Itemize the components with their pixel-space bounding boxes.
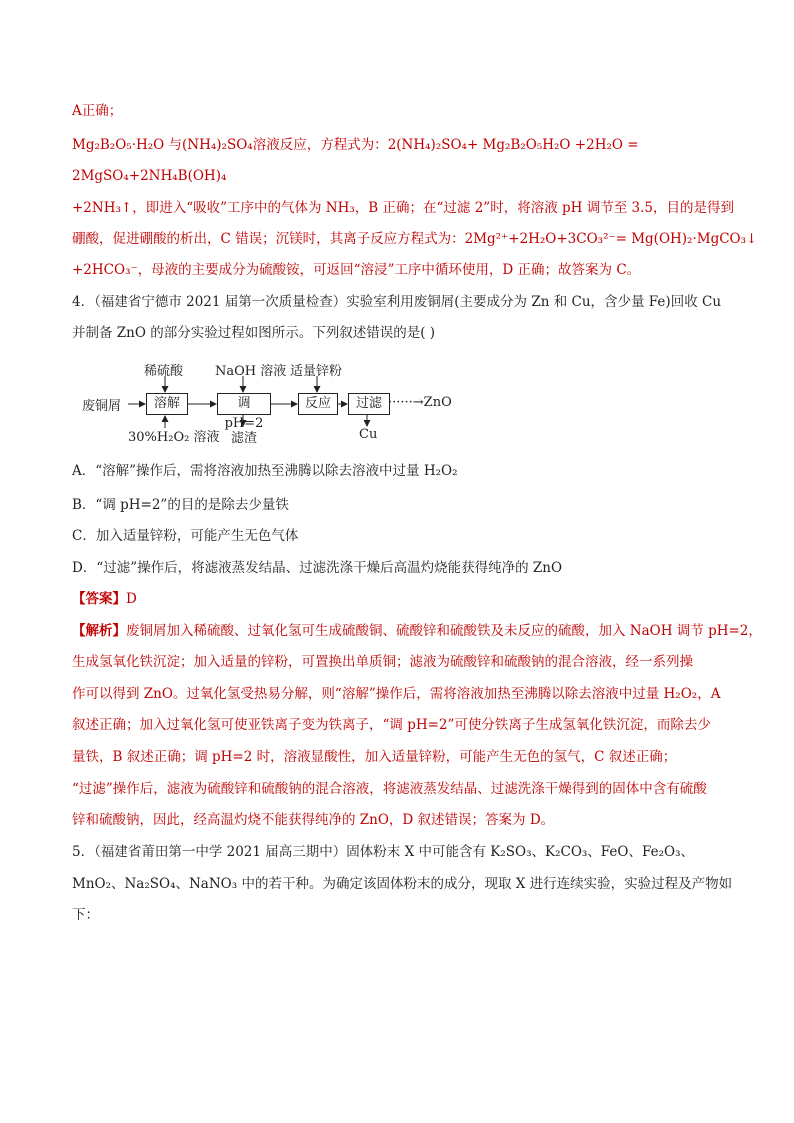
q5-stem-line-2: MnO₂、Na₂SO₄、NaNO₃ 中的若干种。为确定该固体粉末的成分，现取 X 进行连续实验，实验过程及产物如 xyxy=(72,876,733,892)
dissolve-step-box: 溶解 xyxy=(146,393,188,415)
analysis-line-3: 作可以得到 ZnO。过氧化氢受热易分解，则“溶解”操作后，需将溶液加热至沸腾以除去溶液中过量 H₂O₂，A xyxy=(72,686,721,702)
analysis-tag: 【解析】 xyxy=(72,623,126,639)
option-a: A．“溶解”操作后，需将溶液加热至沸腾以除去溶液中过量 H₂O₂ xyxy=(72,463,458,479)
q4-stem-line-2: 并制备 ZnO 的部分实验过程如图所示。下列叙述错误的是( ) xyxy=(72,325,436,341)
analysis-text-1: 废铜屑加入稀硫酸、过氧化氢可生成硫酸铜、硫酸锌和硫酸铁及未反应的硫酸，加入 NaOH 调节 pH=2， xyxy=(126,623,762,639)
q3-line-5: 硼酸，促进硼酸的析出，C 错误；沉镁时，其离子反应方程式为：2Mg²⁺+2H₂O+3CO₃²⁻= Mg(OH)₂·MgCO₃↓ xyxy=(72,231,758,247)
q5-stem-line-3: 下： xyxy=(72,907,99,923)
q3-line-3: 2MgSO₄+2NH₄B(OH)₄ xyxy=(72,168,227,184)
reagent-zinc-powder-label: 适量锌粉 xyxy=(290,364,343,379)
copper-product-label: Cu xyxy=(359,427,378,442)
filter-step-box: 过滤 xyxy=(348,393,390,415)
process-flow-diagram xyxy=(82,360,482,446)
option-d: D．“过滤”操作后，将滤液蒸发结晶、过滤洗涤干燥后高温灼烧能获得纯净的 ZnO xyxy=(72,560,563,576)
q4-stem-line-1: 4．（福建省宁德市 2021 届第一次质量检查）实验室利用废铜屑(主要成分为 Zn 和 Cu，含少量 Fe)回收 Cu xyxy=(72,294,722,310)
q3-line-1: A正确； xyxy=(72,103,123,119)
analysis-line-7: 锌和硫酸钠，因此，经高温灼烧不能获得纯净的 ZnO，D 叙述错误；答案为 D。 xyxy=(72,812,555,828)
reaction-step-box: 反应 xyxy=(298,393,338,415)
q5-stem-line-1: 5．（福建省莆田第一中学 2021 届高三期中）固体粉末 X 中可能含有 K₂SO₃、K₂CO₃、FeO、Fe₂O₃、 xyxy=(72,844,694,860)
analysis-line-1 xyxy=(72,621,762,641)
analysis-line-5: 量铁，B 叙述正确；调 pH=2 时，溶液显酸性，加入适量锌粉，可能产生无色的氢气，C 叙述正确； xyxy=(72,749,677,765)
reagent-naoh-label: NaOH 溶液 xyxy=(215,364,287,379)
adjust-ph-step-box: 调 pH=2 xyxy=(217,393,271,415)
reagent-sulfuric-acid-label: 稀硫酸 xyxy=(144,364,184,379)
answer-tag: 【答案】 xyxy=(72,591,126,607)
option-b: B．“调 pH=2”的目的是除去少量铁 xyxy=(72,497,289,513)
answer-line xyxy=(72,589,137,609)
analysis-line-4: 叙述正确；加入过氧化氢可使亚铁离子变为铁离子，“调 pH=2”可使分铁离子生成氢氧化铁沉淀，而除去少 xyxy=(72,717,711,733)
q3-line-4: +2NH₃↑，即进入“吸收”工序中的气体为 NH₃，B 正确；在“过滤 2”时，将溶液 pH 调节至 3.5，目的是得到 xyxy=(72,200,734,216)
q3-line-2: Mg₂B₂O₅·H₂O 与(NH₄)₂SO₄溶液反应，方程式为：2(NH₄)₂SO₄+ Mg₂B₂O₅H₂O +2H₂O = xyxy=(72,137,639,153)
reagent-h2o2-label: 30%H₂O₂ 溶液 xyxy=(128,430,220,445)
q3-line-6: +2HCO₃⁻，母液的主要成分为硫酸铵，可返回“溶浸”工序中循环使用，D 正确；故答案为 C。 xyxy=(72,262,641,278)
answer-value: D xyxy=(126,591,137,607)
residue-label: 滤渣 xyxy=(231,431,258,446)
option-c: C．加入适量锌粉，可能产生无色气体 xyxy=(72,528,299,544)
analysis-line-6: “过滤”操作后，滤液为硫酸锌和硫酸钠的混合溶液，将滤液蒸发结晶、过滤洗涤干燥得到的固体中含有硫酸 xyxy=(72,781,707,797)
analysis-line-2: 生成氢氧化铁沉淀；加入适量的锌粉，可置换出单质铜；滤液为硫酸锌和硫酸钠的混合溶液，经一系列操 xyxy=(72,654,693,670)
end-product-label: ······→ZnO xyxy=(388,395,452,410)
start-material-label: 废铜屑 xyxy=(82,399,122,414)
